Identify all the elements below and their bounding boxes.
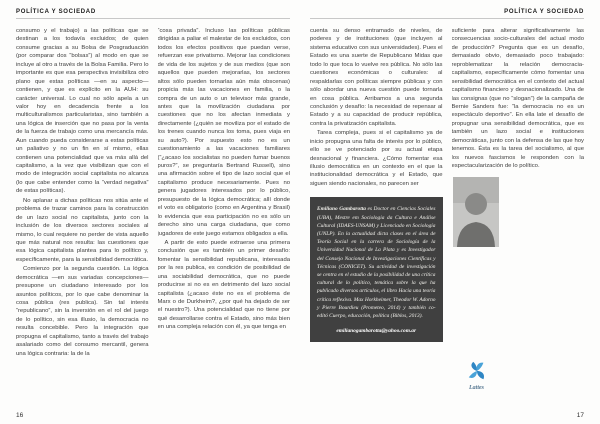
page-number-right: 17 [576,412,584,419]
right-page-columns [310,27,584,409]
author-email-link[interactable]: emilianogambarotta@yahoo.com.ar [336,328,417,335]
column-3-text [310,27,443,188]
text-column-3 [310,27,443,409]
text-column-4 [452,27,585,409]
paragraph: consumo y el trabajo) a las políticas que se destinan a los todavía excluidos; de quien consume gracias a su Bolsa de Posgraduación (por comparar dos “bolsas”) al modo en que se incluye al otro a través de la Bolsa Familia. Pero lo importante es que esa perspectiva invisibiliza otro plano que estas políticas —en su aspecto— contienen, y que es explícito en la AUH: su carácter universal. Lo cual no sólo apela a un valor hoy en decadencia frente a los multiculturalismos particularistas, sino también a una lógica de inserción que no pasa por la venta de la fuerza de trabajo como una mercancía más. Aun cuando pueda considerarse a estas políticas un paliativo y no un fin en sí mismo, ellas contienen una potencialidad que va más allá del capitalismo, a la vez que visibilizan que con el modo de integración social capitalista no alcanza (lo que cabe entender como la “verdad negativa” de estas políticas). [16,28,149,195]
running-head-left: POLÍTICA Y SOCIEDAD [16,9,290,19]
column-2-text [158,27,291,332]
author-photo [453,177,499,247]
running-head-right: POLÍTICA Y SOCIEDAD [310,9,584,19]
text-column-2 [158,27,291,409]
column-1-text [16,27,149,358]
page-number-left: 16 [16,412,24,419]
author-portrait-image [453,177,499,247]
page-right [300,0,600,424]
paragraph: Tarea compleja, pues si el capitalismo ya de inicio propugna una falta de interés por lo público, ello se ve potenciado por su actual etapa desnacional y financiera. ¿Cómo fomentar esa illusio democrática en un contexto en el que la institucionalidad democrática y el Estado, que siguen siendo nacionales, no parecen ser [310,130,443,187]
column-4-text [452,27,585,170]
author-bio-text: es Doctor en Ciencias Sociales (UBA), Mestre em Sociologia da Cultura e Análise Cultural (IDAES-UNSAM) y Licenciado en Sociología (UNLP). En la actualidad dicta clases en el área de Teoría Social en la carrera de Sociología de la Universidad Nacional de La Plata y es Investigador del Consejo Nacional de Investigaciones Científicas y Técnicas (CONICET). Su actividad de investigación se centra en el estudio de la posibilidad de una crítica cultural de lo político, temática sobre la que ha publicado diversos artículos, el libro Hacia una teoría crítica reflexiva. Max Horkheimer, Theodor W. Adorno y Pierre Bourdieu (Prometeo, 2014) y también co-editó Cuerpo, educación, política (Biblos, 2013). [317,206,436,319]
author-name: Emiliano Gambarotta [317,206,366,213]
paragraph: suficiente para alterar significativamente las consecuencias socio-culturales del actual modo de producción? Pregunta que es un desafío, demasiado obvio, demasiado poco trabajado: reproblematizar la relación democracia-capitalismo, específicamente cómo fomentar una sensibilidad democrática en el contexto del actual capitalismo financiero y desnacionalizado. Una de las consignas (que no “slogan”) de la campaña de Bernie Sanders fue: “la democracia no es un espectáculo deportivo”. En ella late el desafío de propugnar una sensibilidad democrática, que es también un lazo social e instituciones democráticas, junto con la defensa de las que hoy tenemos. Ésta es la tarea del socialismo, al que los nuevos fascismos le responden con la espectacularización de lo político. [451,28,584,169]
paragraph: cuenta su denso entramado de niveles, de poderes y de instituciones (que incluyen al sistema educativo con sus universidades). Pues el Estado es una suerte de Republicano Midas que todo lo que toca lo vuelve res pública. No sólo las cuestiones económicas o culturales: al respaldarlas con políticas siempre públicas y con sólo abordar una nueva cuestión puede tornarla en cosa pública. Arribamos a una segunda conclusión y desafío: la necesidad de repensar al Estado y a su capacidad de producir república, contra la privatización capitalista. [310,28,443,127]
lattes-logo-label: Lattes [469,385,484,392]
paragraph: No aplanar a dichas políticas nos sitúa ante el problema de trazar caminos para la construcción de un lazo social no capitalista, junto con la inclusión de los diversos sectores sociales al mismo, lo cual requiere no perder de vista aquello que más natural nos resulta: las cuestiones que esa lógica capitalista plantea para lo político y, específicamente, para la sensibilidad democrática. [16,197,149,263]
lattes-logo [456,360,498,393]
lattes-swirl-icon [466,360,488,382]
paragraph: A partir de esto puede extraerse una primera conclusión que es también un primer desafío: fomentar la sensibilidad republicana, interesada por la res publica, es condición de posibilidad de una sociabilidad democrática, que no puede producirse si no es en detrimento del lazo social capitalista (¿acaso éste no es el problema de Marx o de Durkheim?, ¿por qué ha dejado de ser el nuestro?). Una potencialidad que no tiene por qué desarrollarse contra el Estado, sino más bien en una compleja relación con él, ya que tenga en [157,239,290,331]
left-page-columns [16,27,290,409]
author-bio-card [310,197,443,342]
paragraph: Comienzo por la segunda cuestión. La lógica democrática —en sus variadas concepciones— presupone un ciudadano interesado por los asuntos políticos, por lo que cabe denominar la cosa pública (res publica). Sin tal interés “republicano”, sin la inversión en el rol del juego de lo político, sin esa illusio, la democracia no resulta concebible. Pero la integración que propugna el capitalismo, tanto a través del trabajo asalariado como del consumo mercantil, genera una lógica contraria: la de la [16,266,149,357]
paragraph: “cosa privada”. Incluso las políticas públicas dirigidas a paliar el malestar de los excluidos, con todos los efectos positivos que puedan verse, refuerzan ese privatismo. Mejorar las condiciones de vida de los sujetos y de sus medios (que son aquellos que pueden mejorarlas, los sectores altos sólo pueden tornarlas aún más obscenas) propicia más las vacaciones en familia, o la compra de un auto o un televisor más grande, antes que la movilización ciudadana por cuestiones que no los afectan inmediata y directamente (¿quién se moviliza por el estado de los trenes cuando nunca los toma, pues viaja en su auto?). Por supuesto esto no es un cuestionamiento a las vacaciones familiares (“¿acaso los socialistas no pueden fumar buenos puros?”, se preguntaría Bertrand Russell), sino una afirmación sobre el tipo de lazo social que el capitalismo produce necesariamente. Pues no genera jugadores interesados por lo público, presupuesto de la lógica democrática; allí donde el voto es obligatorio (como en Argentina y Brasil) lo evidencia que esa participación no es sólo un derecho sino una carga ciudadana, que como jugadores de este juego estamos obligados a ella. [157,28,290,237]
text-column-1 [16,27,149,409]
